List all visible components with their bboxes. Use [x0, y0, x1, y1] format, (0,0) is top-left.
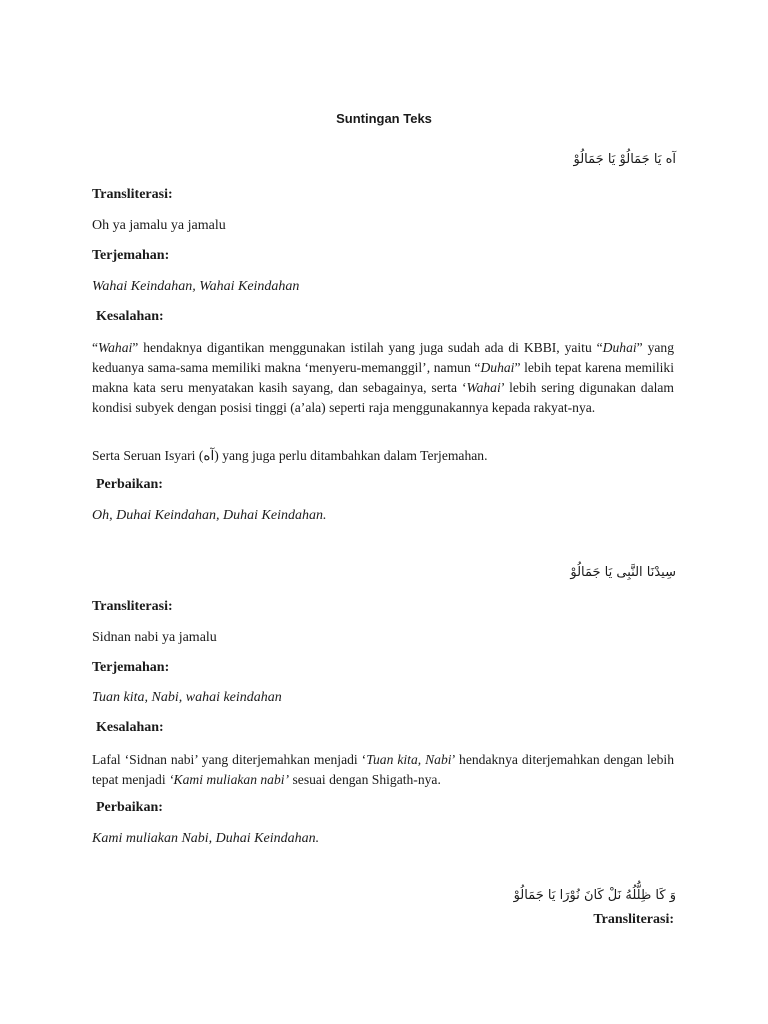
- transliterasi-text-2: Sidnan nabi ya jamalu: [92, 630, 217, 645]
- perbaikan-text-2: Kami muliakan Nabi, Duhai Keindahan.: [92, 831, 320, 846]
- terjemahan-label-2: Terjemahan:: [92, 660, 170, 675]
- kesalahan-paragraph-3: Lafal ‘Sidnan nabi’ yang diterjemahkan menjadi ‘Tuan kita, Nabi’ hendaknya diterjemahkan dengan lebih tepat menjadi ‘Kami muliakan nabi’ sesuai dengan Shigath-nya.: [92, 752, 674, 787]
- transliterasi-text-1: Oh ya jamalu ya jamalu: [92, 218, 226, 233]
- arabic-verse-2: سِيدْنَا النَّبِى يَا جَمَالُوْ: [570, 565, 676, 580]
- transliterasi-label-1: Transliterasi:: [92, 187, 173, 202]
- terjemahan-label-1: Terjemahan:: [92, 248, 170, 263]
- perbaikan-label-1: Perbaikan:: [96, 477, 163, 492]
- arabic-verse-1: آه يَا جَمَالُوْ يَا جَمَالُوْ: [573, 152, 676, 167]
- kesalahan-label-2: Kesalahan:: [96, 720, 164, 735]
- kesalahan-label-1: Kesalahan:: [96, 309, 164, 324]
- kesalahan-paragraph-2: Serta Seruan Isyari (آه) yang juga perlu ditambahkan dalam Terjemahan.: [92, 448, 488, 463]
- kesalahan-paragraph-1: “Wahai” hendaknya digantikan menggunakan istilah yang juga sudah ada di KBBI, yaitu “Duhai” yang keduanya sama-sama memiliki makna ‘menyeru-memanggil’, namun “Duhai” lebih tepat karena memiliki makna kata seru menyatakan kasih sayang, dan sebagainya, serta ‘Wahai’ lebih sering digunakan dalam kondisi subyek dengan posisi tinggi (a’ala) seperti raja menggunakannya kepada rakyat-nya.: [92, 340, 674, 415]
- page-title: Suntingan Teks: [336, 111, 432, 126]
- perbaikan-text-1: Oh, Duhai Keindahan, Duhai Keindahan.: [92, 508, 327, 523]
- arabic-verse-3: وَ كَا ظِلُّلُهُ نَلْ كَانَ نُوْرَا يَا جَمَالُوْ: [513, 888, 676, 903]
- transliterasi-label-3: Transliterasi:: [593, 912, 674, 927]
- transliterasi-label-2: Transliterasi:: [92, 599, 173, 614]
- terjemahan-text-2: Tuan kita, Nabi, wahai keindahan: [92, 690, 282, 705]
- terjemahan-text-1: Wahai Keindahan, Wahai Keindahan: [92, 279, 300, 294]
- perbaikan-label-2: Perbaikan:: [96, 800, 163, 815]
